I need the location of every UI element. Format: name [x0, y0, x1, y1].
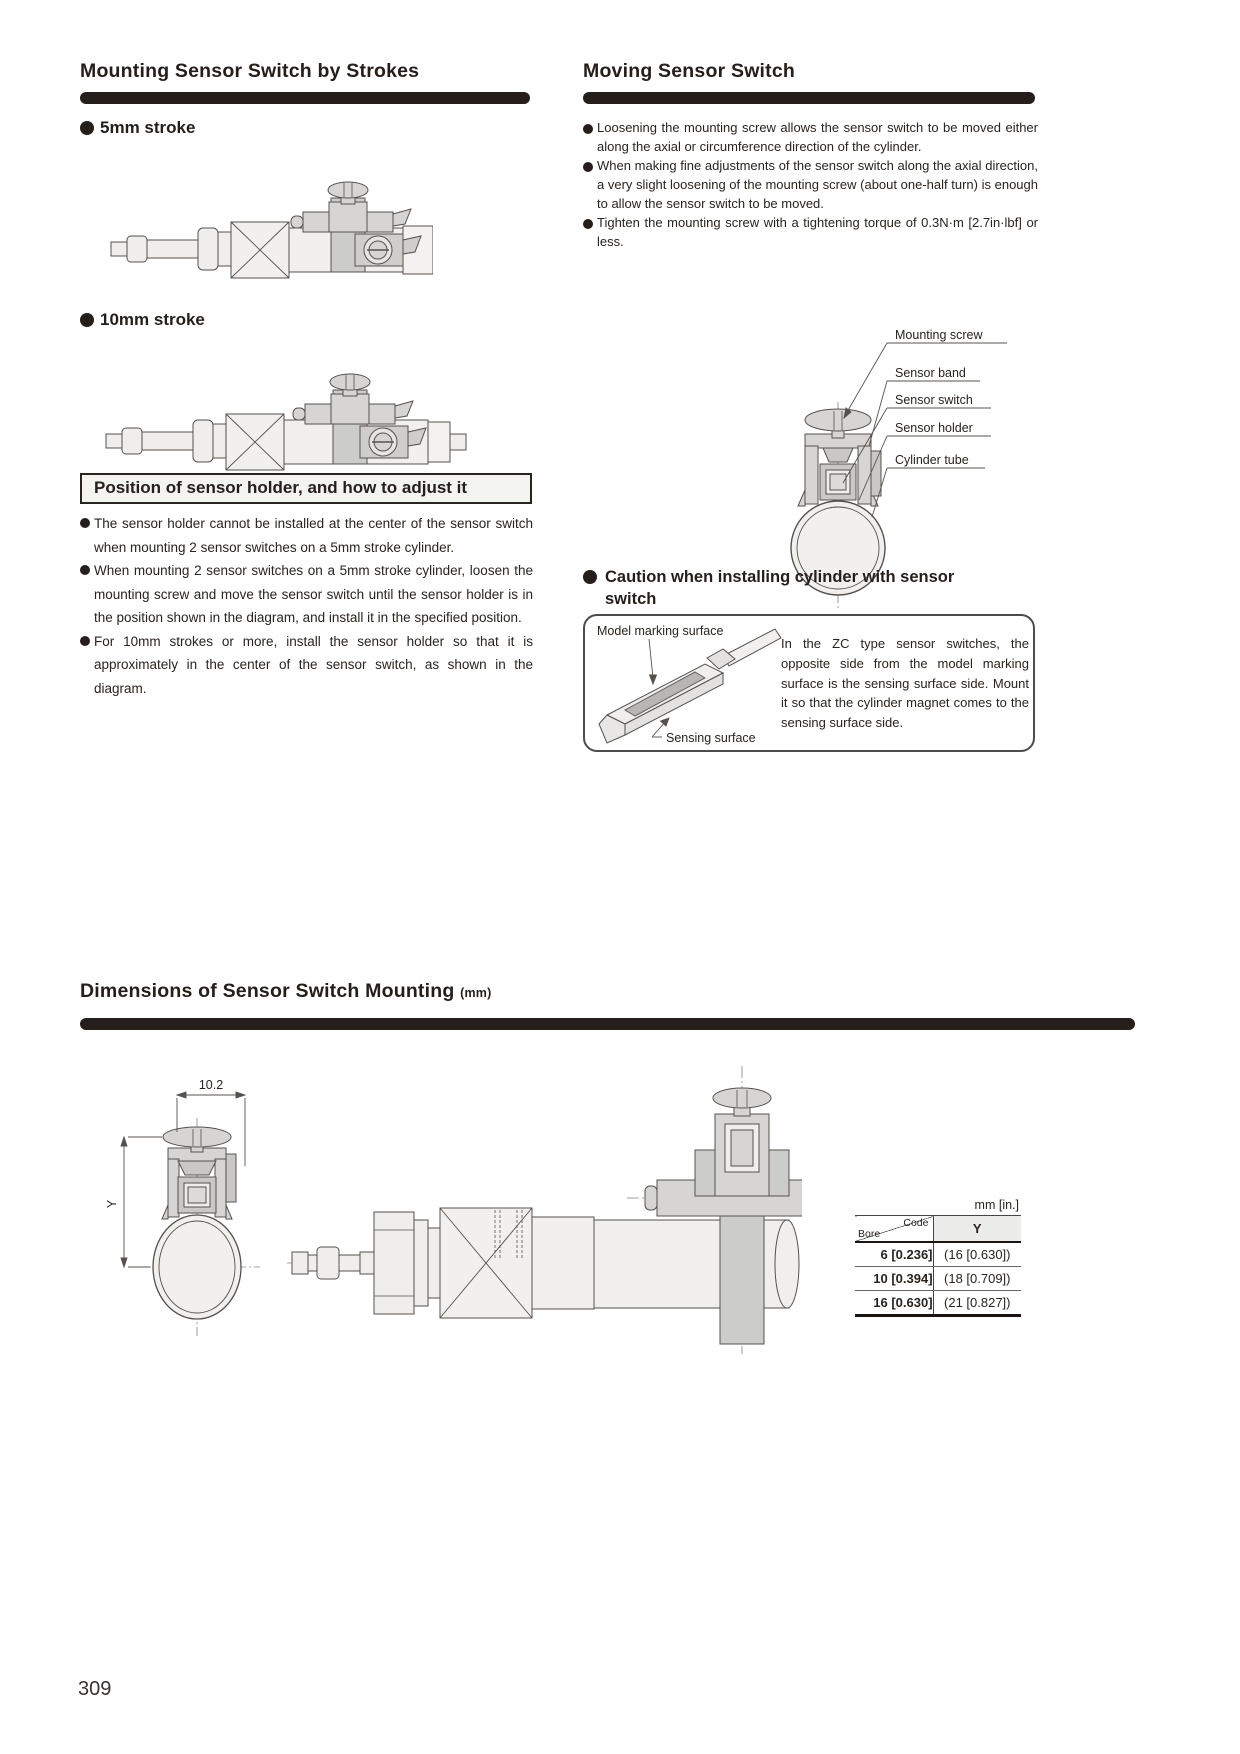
table-row — [855, 1267, 1021, 1291]
y-cell: (18 [0.709]) — [933, 1267, 1021, 1291]
sensing-surface-label: Sensing surface — [666, 731, 756, 745]
corner-code-label: Code — [903, 1217, 929, 1229]
stroke-10mm-heading — [80, 310, 205, 330]
right-bullet-list — [583, 118, 1038, 251]
corner-bore-label: Bore — [858, 1228, 881, 1240]
stroke-10mm-label: 10mm stroke — [100, 310, 205, 329]
list-item: When mounting 2 sensor switches on a 5mm stroke cylinder, loosen the mounting screw and move the sensor switch until the sensor holder is in the position shown in the diagram, and install it in the specified position. — [80, 559, 533, 630]
cylinder-5mm-stroke-drawing — [103, 150, 433, 280]
dimensions-title-text: Dimensions of Sensor Switch Mounting — [80, 980, 455, 1002]
model-marking-surface-label: Model marking surface — [597, 624, 724, 638]
bullet-dot-icon — [80, 313, 94, 327]
width-dimension-label: 10.2 — [198, 1078, 224, 1092]
bore-cell: 6 [0.236] — [855, 1242, 933, 1267]
table-row — [855, 1291, 1021, 1316]
left-bullet-list — [80, 512, 533, 700]
caution-heading — [583, 566, 1005, 610]
bullet-dot-icon — [583, 570, 597, 584]
sensor-switch-isometric-drawing — [589, 620, 784, 748]
y-cell: (21 [0.827]) — [933, 1291, 1021, 1316]
table-unit-label: mm [in.] — [974, 1198, 1019, 1212]
position-box-heading: Position of sensor holder, and how to adjust it — [80, 473, 532, 504]
caution-text: In the ZC type sensor switches, the opposite side from the model marking surface is the sensing surface side. Mount it so that the cylinder magnet comes to the sensing surface side. — [781, 636, 1029, 731]
y-dimension-label: Y — [105, 1199, 119, 1209]
list-item: Loosening the mounting screw allows the sensor switch to be moved either along the axial or circumference direction of the cylinder. — [583, 118, 1038, 156]
stroke-5mm-label: 5mm stroke — [100, 118, 196, 137]
dimensions-section-title — [80, 980, 491, 1003]
y-cell: (16 [0.630]) — [933, 1242, 1021, 1267]
stroke-5mm-heading — [80, 118, 195, 138]
list-item: The sensor holder cannot be installed at the center of the sensor switch when mounting 2 sensor switches on a 5mm stroke cylinder. — [80, 512, 533, 559]
callout-sensor-switch: Sensor switch — [895, 393, 973, 407]
callout-mounting-screw: Mounting screw — [895, 328, 983, 342]
table-corner-cell — [855, 1216, 933, 1243]
dimension-table — [855, 1198, 1021, 1317]
callout-sensor-band: Sensor band — [895, 366, 966, 380]
bore-cell: 10 [0.394] — [855, 1267, 933, 1291]
page-number: 309 — [78, 1678, 112, 1700]
right-title-bar — [583, 92, 1035, 104]
callout-sensor-holder: Sensor holder — [895, 421, 973, 435]
list-item: When making fine adjustments of the sensor switch along the axial direction, a very slight loosening of the mounting screw (about one-half turn) is enough to allow the sensor switch to be moved. — [583, 156, 1038, 213]
cylinder-10mm-stroke-drawing — [98, 342, 468, 472]
dimensions-title-bar — [80, 1018, 1135, 1030]
left-title-bar — [80, 92, 530, 104]
table-row — [855, 1242, 1021, 1267]
left-section-title: Mounting Sensor Switch by Strokes — [80, 60, 420, 82]
callout-cylinder-tube: Cylinder tube — [895, 453, 969, 467]
bore-cell: 16 [0.630] — [873, 1295, 933, 1310]
column-header-y: Y — [933, 1216, 1021, 1243]
right-section-title: Moving Sensor Switch — [583, 60, 796, 82]
dimensions-unit-note: (mm) — [460, 986, 492, 1000]
bullet-dot-icon — [80, 121, 94, 135]
caution-box — [583, 614, 1035, 752]
sensor-mounting-side-view-drawing — [287, 1062, 802, 1357]
caution-heading-label: Caution when installing cylinder with sensor switch — [605, 568, 955, 608]
list-item: Tighten the mounting screw with a tightening torque of 0.3N·m [2.7in·lbf] or less. — [583, 213, 1038, 251]
list-item: For 10mm strokes or more, install the sensor holder so that it is approximately in the center of the sensor switch, as shown in the diagram. — [80, 630, 533, 701]
